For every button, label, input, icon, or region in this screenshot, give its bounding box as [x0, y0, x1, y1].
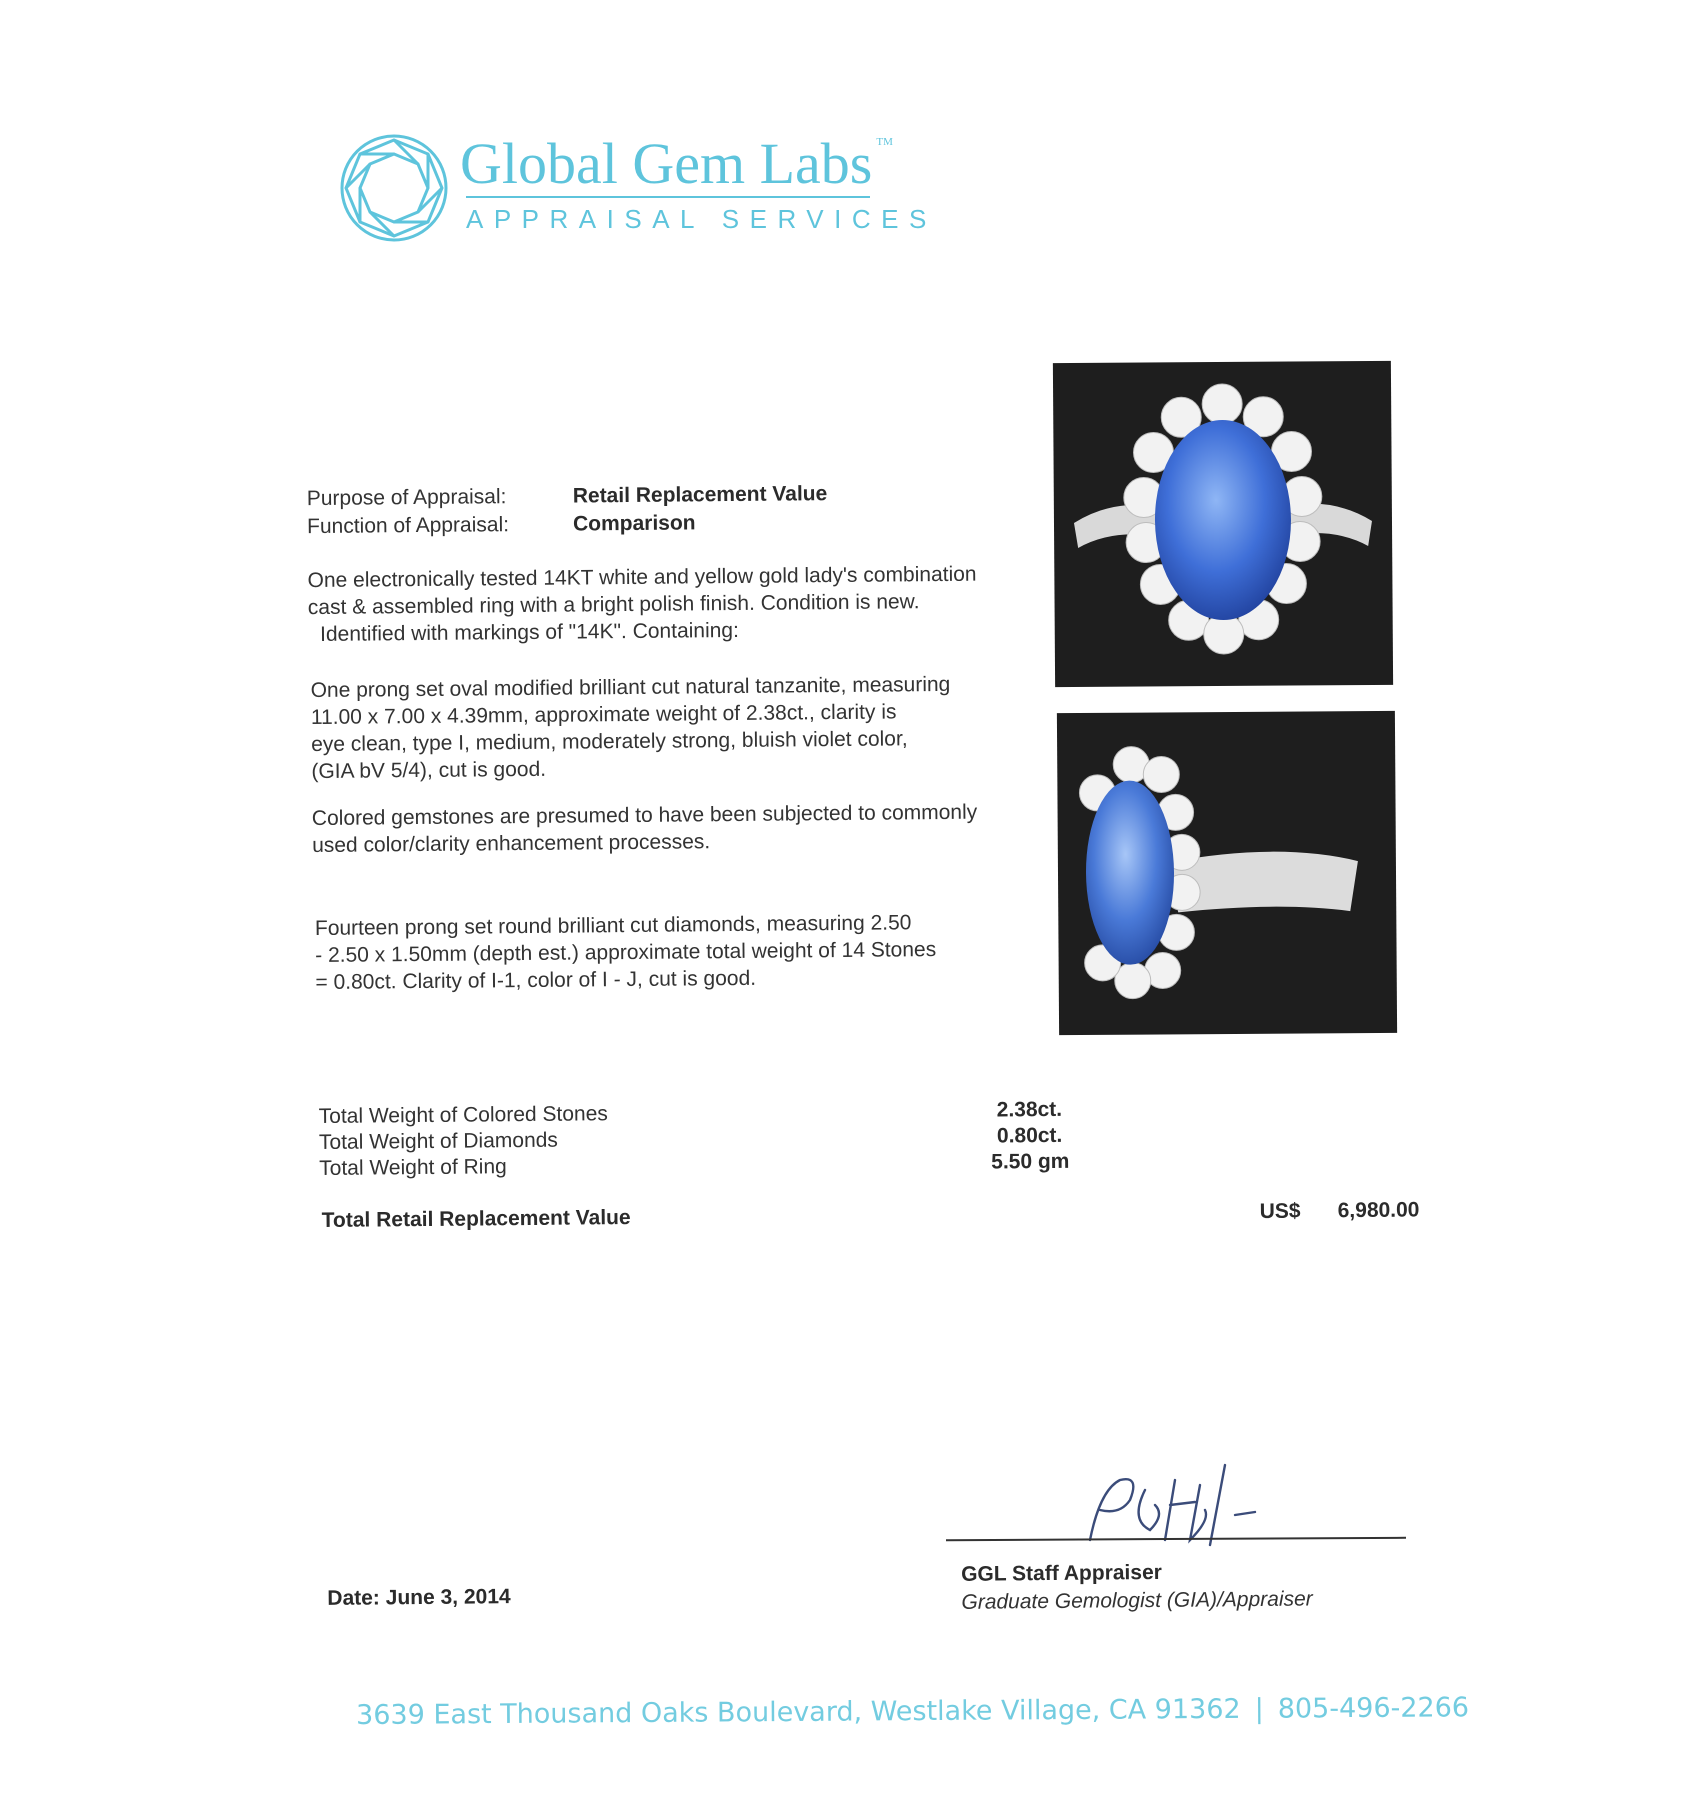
brand-name: Global Gem Labs ™ [460, 131, 893, 196]
ring-line: cast & assembled ring with a bright polish finish. Condition is new. [307, 590, 920, 620]
ring-weight-value: 5.50 gm [991, 1149, 1070, 1174]
enhancement-line: used color/clarity enhancement processes. [312, 830, 711, 858]
address-text: 3639 East Thousand Oaks Boulevard, Westlake Village, CA 91362 [356, 1693, 1241, 1731]
footer-separator: | [1254, 1693, 1264, 1725]
tanzanite-line: 11.00 x 7.00 x 4.39mm, approximate weight of 2.38ct., clarity is [310, 700, 897, 730]
tanzanite-line: One prong set oval modified brilliant cut natural tanzanite, measuring [310, 672, 951, 703]
diamonds-line: = 0.80ct. Clarity of I-1, color of I - J, cut is good. [315, 966, 757, 995]
tanzanite-line: eye clean, type I, medium, moderately strong, bluish violet color, [311, 727, 908, 757]
diamonds-weight-value: 0.80ct. [996, 1123, 1063, 1148]
ring-weight-label: Total Weight of Ring [319, 1155, 507, 1180]
colored-stones-weight-value: 2.38ct. [996, 1097, 1063, 1122]
diamonds-line: Fourteen prong set round brilliant cut diamonds, measuring 2.50 [314, 911, 912, 941]
tanzanite-description [311, 670, 1072, 785]
ring-photo-side [1057, 711, 1397, 1035]
colored-stones-weight-label: Total Weight of Colored Stones [318, 1102, 608, 1128]
ring-top-illustration [1053, 361, 1393, 687]
diamonds-line: - 2.50 x 1.50mm (depth est.) approximate total weight of 14 Stones [315, 938, 937, 968]
enhancement-disclosure [312, 798, 1072, 859]
brand-tagline: APPRAISAL SERVICES [466, 204, 937, 234]
retail-value-amount: 6,980.00 [1337, 1198, 1420, 1223]
diamonds-description [315, 908, 1076, 996]
trademark-mark: TM [876, 136, 893, 148]
ring-side-illustration [1057, 711, 1397, 1035]
ring-photo-top [1053, 361, 1393, 687]
ring-line: Identified with markings of "14K". Containing: [319, 618, 740, 646]
function-label: Function of Appraisal: [306, 513, 510, 539]
appraisal-date: Date: June 3, 2014 [327, 1585, 511, 1610]
enhancement-line: Colored gemstones are presumed to have been subjected to commonly [311, 800, 978, 831]
currency-label: US$ [1259, 1199, 1301, 1223]
purpose-value: Retail Replacement Value [572, 482, 828, 508]
function-value: Comparison [572, 511, 696, 536]
phone-number: 805-496-2266 [1277, 1692, 1470, 1725]
tanzanite-line: (GIA bV 5/4), cut is good. [311, 757, 547, 784]
diamonds-weight-label: Total Weight of Diamonds [318, 1128, 558, 1154]
appraiser-signature [1060, 1460, 1260, 1550]
ring-description [307, 560, 1068, 648]
ring-line: One electronically tested 14KT white and yellow gold lady's combination [307, 562, 977, 593]
appraiser-title: Graduate Gemologist (GIA)/Appraiser [961, 1587, 1313, 1614]
retail-value-label: Total Retail Replacement Value [321, 1206, 631, 1232]
purpose-label: Purpose of Appraisal: [306, 485, 507, 511]
appraiser-name: GGL Staff Appraiser [961, 1560, 1162, 1586]
